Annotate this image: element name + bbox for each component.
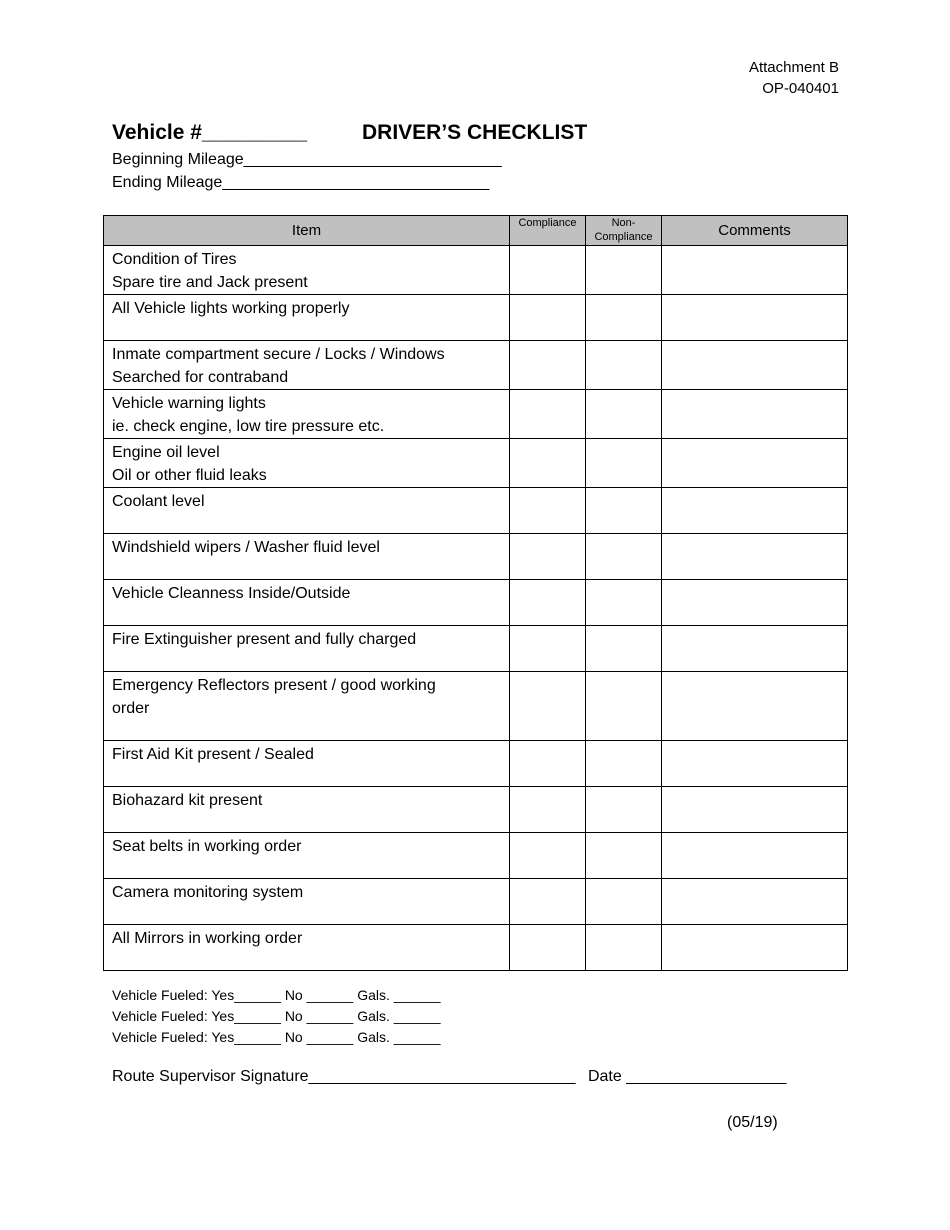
item-cell [104,488,510,534]
comments-cell[interactable] [662,879,848,925]
table-row [104,626,848,672]
column-header-compliance: Compliance [510,216,586,246]
compliance-cell[interactable] [510,295,586,341]
item-text: Coolant level [112,493,205,510]
non-compliance-cell[interactable] [586,580,662,626]
compliance-cell[interactable] [510,626,586,672]
table-row [104,246,848,295]
table-row [104,534,848,580]
non-compliance-cell[interactable] [586,672,662,741]
comments-cell[interactable] [662,246,848,295]
item-text: order [112,700,150,717]
item-cell [104,246,510,295]
column-header-non-compliance-line-2: Compliance [594,231,653,243]
item-cell [104,390,510,439]
attachment-header [749,57,839,99]
comments-cell[interactable] [662,787,848,833]
compliance-cell[interactable] [510,925,586,971]
item-text: Seat belts in working order [112,838,302,855]
comments-cell[interactable] [662,341,848,390]
comments-cell[interactable] [662,580,848,626]
checklist-table [103,215,848,971]
non-compliance-cell[interactable] [586,879,662,925]
item-text: Biohazard kit present [112,792,263,809]
item-cell [104,295,510,341]
item-cell [104,879,510,925]
supervisor-signature-field[interactable]: Route Supervisor Signature______________________________ [112,1068,576,1085]
comments-cell[interactable] [662,833,848,879]
non-compliance-cell[interactable] [586,787,662,833]
non-compliance-cell[interactable] [586,390,662,439]
fuel-section [112,985,441,1048]
item-text: Windshield wipers / Washer fluid level [112,539,380,556]
non-compliance-cell[interactable] [586,295,662,341]
attachment-label: Attachment B [748,59,839,76]
comments-cell[interactable] [662,488,848,534]
beginning-mileage-field[interactable]: Beginning Mileage_____________________________ [112,151,502,168]
non-compliance-cell[interactable] [586,833,662,879]
table-header-row [104,216,848,246]
table-row [104,390,848,439]
compliance-cell[interactable] [510,439,586,488]
vehicle-number-field[interactable]: Vehicle #_________ [112,121,308,144]
compliance-cell[interactable] [510,390,586,439]
compliance-cell[interactable] [510,246,586,295]
item-cell [104,626,510,672]
compliance-cell[interactable] [510,741,586,787]
comments-cell[interactable] [662,439,848,488]
table-row [104,672,848,741]
non-compliance-cell[interactable] [586,341,662,390]
table-row [104,295,848,341]
compliance-cell[interactable] [510,534,586,580]
item-cell [104,439,510,488]
compliance-cell[interactable] [510,833,586,879]
compliance-cell[interactable] [510,787,586,833]
table-row [104,787,848,833]
item-cell [104,787,510,833]
item-text: Camera monitoring system [112,884,304,901]
revision-date: (05/19) [727,1114,778,1131]
comments-cell[interactable] [662,925,848,971]
table-row [104,439,848,488]
item-text: Vehicle Cleanness Inside/Outside [112,585,351,602]
date-field[interactable]: Date __________________ [587,1068,787,1085]
item-text: Vehicle warning lights [112,395,266,412]
comments-cell[interactable] [662,741,848,787]
item-cell [104,580,510,626]
table-row [104,580,848,626]
item-text: Emergency Reflectors present / good working [112,677,436,694]
document-number: OP-040401 [762,80,839,97]
fuel-row[interactable]: Vehicle Fueled: Yes______ No ______ Gals. ______ [112,1029,441,1045]
item-cell [104,741,510,787]
non-compliance-cell[interactable] [586,925,662,971]
item-text: ie. check engine, low tire pressure etc. [112,418,385,435]
column-header-non-compliance [586,216,662,246]
table-row [104,925,848,971]
comments-cell[interactable] [662,534,848,580]
signature-line [112,1068,786,1086]
column-header-item: Item [104,216,510,246]
column-header-non-compliance-line-1: Non- [611,217,636,229]
document-title: DRIVER’S CHECKLIST [362,121,588,144]
table-row [104,488,848,534]
item-text: First Aid Kit present / Sealed [112,746,314,763]
comments-cell[interactable] [662,626,848,672]
item-text: All Mirrors in working order [112,930,303,947]
non-compliance-cell[interactable] [586,626,662,672]
non-compliance-cell[interactable] [586,741,662,787]
ending-mileage-field[interactable]: Ending Mileage______________________________ [112,174,490,191]
item-text: Oil or other fluid leaks [112,467,267,484]
compliance-cell[interactable] [510,341,586,390]
item-cell [104,925,510,971]
compliance-cell[interactable] [510,879,586,925]
item-text: Spare tire and Jack present [112,274,308,291]
item-text: Fire Extinguisher present and fully charged [112,631,417,648]
item-text: Inmate compartment secure / Locks / Windows [112,346,445,363]
column-header-comments: Comments [662,216,848,246]
non-compliance-cell[interactable] [586,439,662,488]
comments-cell[interactable] [662,672,848,741]
compliance-cell[interactable] [510,672,586,741]
item-text: Condition of Tires [112,251,237,268]
non-compliance-cell[interactable] [586,246,662,295]
fuel-row[interactable]: Vehicle Fueled: Yes______ No ______ Gals. ______ [112,987,441,1003]
non-compliance-cell[interactable] [586,488,662,534]
fuel-row[interactable]: Vehicle Fueled: Yes______ No ______ Gals. ______ [112,1008,441,1024]
title-line [112,121,588,145]
compliance-cell[interactable] [510,488,586,534]
non-compliance-cell[interactable] [586,534,662,580]
item-cell [104,534,510,580]
item-cell [104,672,510,741]
comments-cell[interactable] [662,295,848,341]
item-cell [104,833,510,879]
item-text: Searched for contraband [112,369,289,386]
table-row [104,879,848,925]
table-row [104,341,848,390]
item-text: Engine oil level [112,444,220,461]
table-row [104,741,848,787]
table-row [104,833,848,879]
checklist-body [104,246,848,971]
comments-cell[interactable] [662,390,848,439]
compliance-cell[interactable] [510,580,586,626]
item-cell [104,341,510,390]
item-text: All Vehicle lights working properly [112,300,350,317]
